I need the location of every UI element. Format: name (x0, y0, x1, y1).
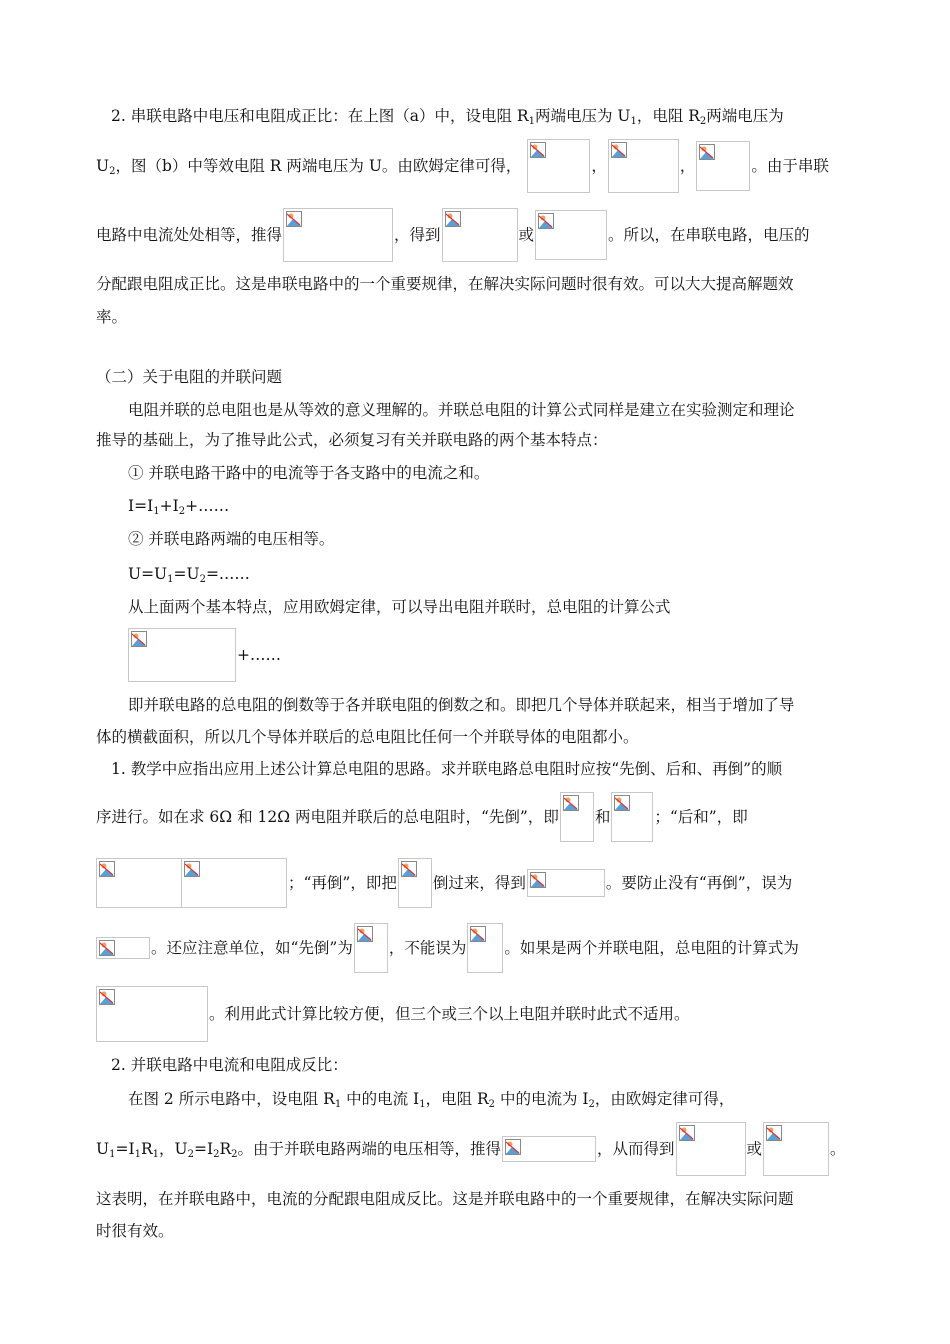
formula-image (527, 139, 590, 193)
formula-image (398, 858, 432, 908)
formula-image (696, 141, 750, 191)
p2-item-2: ② 并联电路两端的电压相等。 (128, 530, 335, 548)
broken-image-icon (99, 940, 115, 956)
formula-image (128, 628, 236, 682)
broken-image-icon (679, 1125, 695, 1141)
p5-line-1: 在图 2 所示电路中，设电阻 $R_1$ 中的电流 $I_1$，电阻 $R_2$ 中的电流为 $I_2$，由欧姆定律可得， (128, 1090, 735, 1111)
broken-image-icon (445, 211, 461, 227)
p4-line-1: 1. 教学中应指出应用上述公计算总电阻的思路。求并联电路总电阻时应按“先倒、后和、再倒”的顺 (111, 760, 783, 778)
broken-image-icon (99, 989, 115, 1005)
broken-image-icon (614, 795, 630, 811)
p2-formula: +…… (127, 626, 281, 683)
p1-line-3: 电路中电流处处相等，推得 ，得到 或 。所以，在串联电路，电压的 (96, 205, 810, 264)
p2-line-3: 从上面两个基本特点，应用欧姆定律，可以导出电阻并联时，总电阻的计算公式 (128, 598, 671, 616)
p4-line-5: 。利用此式计算比较方便，但三个或三个以上电阻并联时此式不适用。 (95, 984, 690, 1043)
p5-line-4: 时很有效。 (96, 1222, 174, 1240)
p1-line-1: 2. 串联电路中电压和电阻成正比：在上图（a）中，设电阻 $R_1$两端电压为 $U_1$，电阻 $R_2$两端电压为 (111, 107, 784, 128)
p3-line-2: 体的横截面积，所以几个导体并联后的总电阻比任何一个并联导体的电阻都小。 (96, 728, 639, 746)
formula-image (467, 923, 503, 973)
formula-image (442, 208, 518, 262)
broken-image-icon (470, 926, 486, 942)
broken-image-icon (563, 795, 579, 811)
broken-image-icon (401, 861, 417, 877)
p1-line-5: 率。 (96, 308, 128, 326)
broken-image-icon (699, 144, 715, 160)
formula-image (676, 1122, 746, 1176)
formula-image (283, 208, 393, 262)
p5-line-3: 这表明，在并联电路中，电流的分配跟电阻成反比。这是并联电路中的一个重要规律，在解决实际问题 (96, 1190, 794, 1208)
p1-line-4: 分配跟电阻成正比。这是串联电路中的一个重要规律，在解决实际问题时很有效。可以大大提高解题效 (96, 275, 794, 293)
formula-image (354, 923, 388, 973)
broken-image-icon (530, 872, 546, 888)
section-title: （二）关于电阻的并联问题 (96, 368, 283, 386)
p2-equation-2: $U=U_1=U_2=\dots\dots$ (128, 565, 250, 586)
broken-image-icon (505, 1139, 521, 1155)
formula-image (527, 869, 605, 897)
formula-image (96, 858, 182, 908)
formula-image (96, 937, 150, 959)
formula-image (560, 792, 594, 842)
p4-line-3: ；“再倒”，即把 倒过来，得到 。要防止没有“再倒”，误为 (95, 855, 792, 910)
formula-image (611, 792, 653, 842)
broken-image-icon (131, 631, 147, 647)
p2-item-1: ① 并联电路干路中的电流等于各支路中的电流之和。 (128, 464, 490, 482)
p4-line-2: 序进行。如在求 6Ω 和 12Ω 两电阻并联后的总电阻时，“先倒”，即 和 ；“后和”，即 (96, 789, 748, 844)
p5-line-2: $U_1=I_1R_1$，$U_2=I_2R_2$。由于并联电路两端的电压相等，推得 ，从而得到 或 。 (96, 1119, 846, 1178)
broken-image-icon (99, 861, 115, 877)
formula-image (181, 858, 287, 908)
broken-image-icon (611, 142, 627, 158)
formula-image (763, 1122, 829, 1176)
p2-line-2: 推导的基础上，为了推导此公式，必须复习有关并联电路的两个基本特点： (96, 431, 608, 449)
p5-title: 2. 并联电路中电流和电阻成反比： (111, 1056, 348, 1074)
formula-image (608, 139, 679, 193)
p2-equation-1: $I=I_1+I_2+\dots\dots$ (128, 497, 230, 518)
p4-line-4: 。还应注意单位，如“先倒”为 ，不能误为 。如果是两个并联电阻，总电阻的计算式为 (95, 920, 799, 975)
broken-image-icon (530, 142, 546, 158)
p2-line-1: 电阻并联的总电阻也是从等效的意义理解的。并联总电阻的计算公式同样是建立在实验测定和理论 (128, 401, 795, 419)
p3-line-1: 即并联电路的总电阻的倒数等于各并联电阻的倒数之和。即把几个导体并联起来，相当于增加了导 (128, 696, 795, 714)
p1-line-2: $U_2$，图（b）中等效电阻 R 两端电压为 U。由欧姆定律可得， ， ， 。由于串联 (96, 136, 829, 195)
formula-image (535, 210, 607, 260)
broken-image-icon (766, 1125, 782, 1141)
formula-image (96, 986, 208, 1042)
broken-image-icon (184, 861, 200, 877)
formula-image (502, 1136, 596, 1162)
broken-image-icon (357, 926, 373, 942)
broken-image-icon (538, 213, 554, 229)
broken-image-icon (286, 211, 302, 227)
